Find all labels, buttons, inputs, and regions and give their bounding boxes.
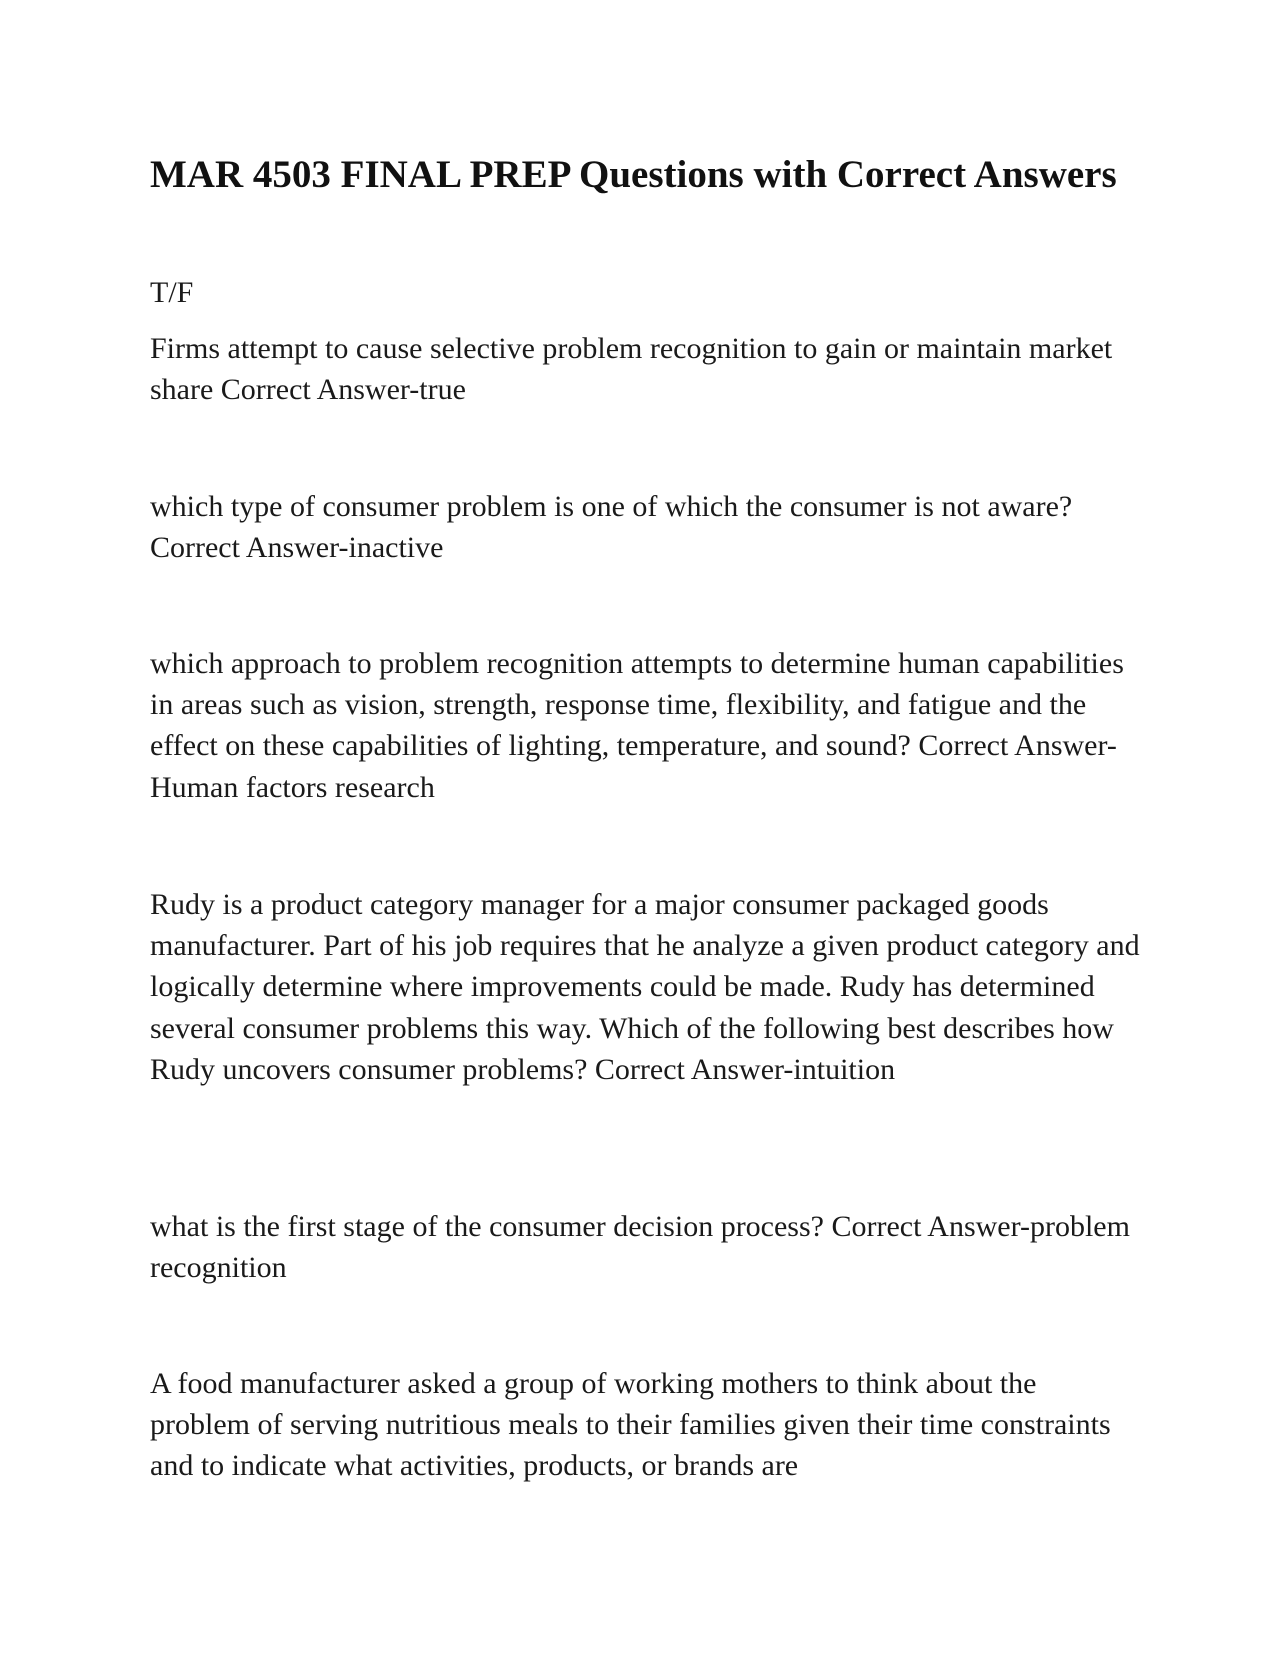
question-answer-item: A food manufacturer asked a group of working mothers to think about the problem of serving nutritious meals to their families given their time constraints and to indicate what activities, products, or brands are: [150, 1367, 1111, 1483]
question-answer-item: which type of consumer problem is one of which the consumer is not aware? Correct Answer-inactive: [150, 490, 1073, 565]
question-answer-item: Rudy is a product category manager for a major consumer packaged goods manufacturer. Part of his job requires that he analyze a given product category and logically determine where improvements could be made. Rudy has determined several consumer problems this way. Which of the following best describes how Rudy uncovers consumer problems? Correct Answer-intuition: [150, 888, 1140, 1086]
question-answer-item: which approach to problem recognition attempts to determine human capabilities in areas such as vision, strength, response time, flexibility, and fatigue and the effect on these capabilities of lighting, temperature, and sound? Correct Answer-Human factors research: [150, 647, 1124, 804]
question-answer-item: what is the first stage of the consumer decision process? Correct Answer-problem recognition: [150, 1210, 1130, 1285]
section-label: T/F: [150, 276, 194, 309]
document-title: MAR 4503 FINAL PREP Questions with Correct Answers: [150, 153, 1117, 196]
question-answer-item: Firms attempt to cause selective problem recognition to gain or maintain market share Correct Answer-true: [150, 332, 1113, 407]
